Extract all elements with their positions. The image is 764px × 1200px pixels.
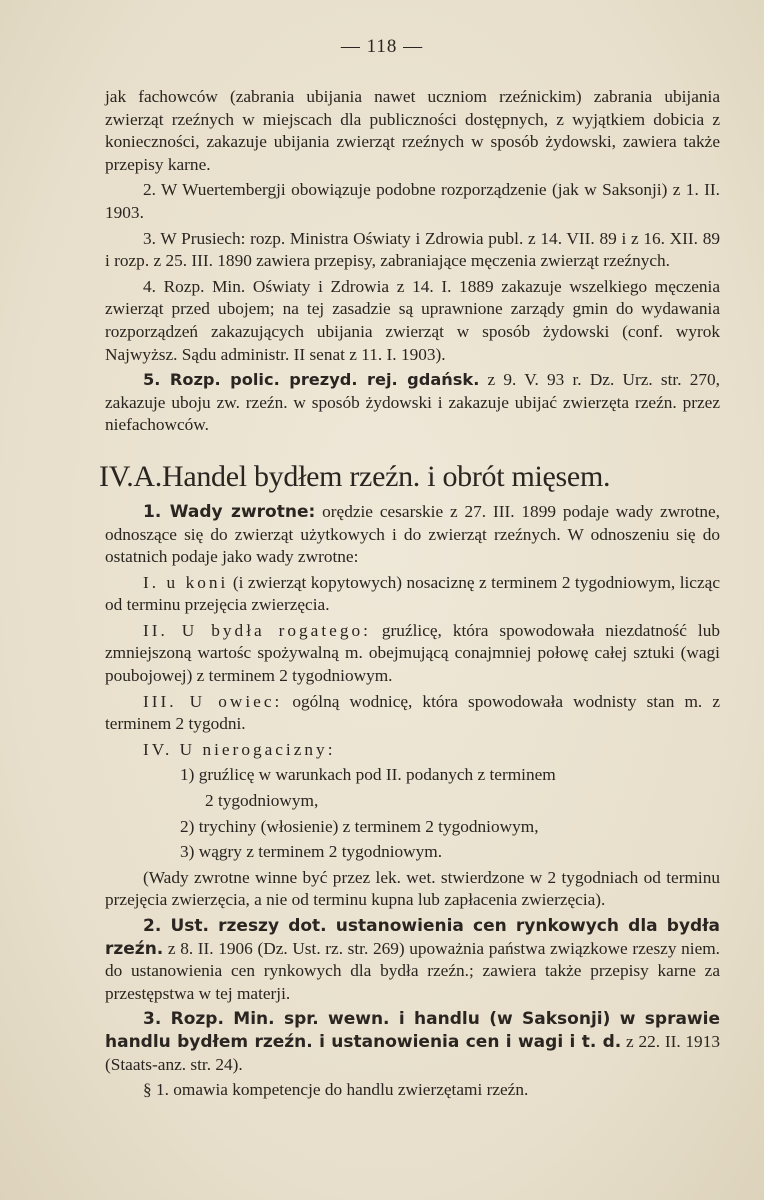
s1-III-label: III. U owiec: — [143, 691, 283, 711]
paragraph-item-3: 3. W Prusiech: rozp. Ministra Oświaty i Zdrowia publ. z 14. VII. 89 i z 16. XII. 89 i rozp. z 25. III. 1890 zawiera przepisy, zabraniające męczenia zwierząt rzeźnych. — [105, 228, 720, 271]
s3-text: z 22. II. 1913 (Staats-anz. str. 24). — [105, 1031, 720, 1074]
intro-paragraph: jak fachowców (zabrania ubijania nawet uczniom rzeźnickim) zabrania ubijania zwierząt rzeźnych w miejscach dla publiczności dostępnych, z wyjątkiem dobicia z konieczności, zakazuje ubijania zwierząt rzeźnych w sposób żydowski, zawiera także przepisy karne. — [105, 87, 720, 174]
paragraph-item-2: 2. W Wuertembergji obowiązuje podobne rozporządzenie (jak w Saksonji) z 1. II. 1903. — [105, 180, 720, 222]
s1-II-label: II. U bydła rogatego: — [143, 620, 371, 640]
paragraph-s1-note: (Wady zwrotne winne być przez lek. wet. stwierdzone w 2 tygodniach od terminu przejęcia zwierzęcia, a nie od terminu kupna lub zapłacenia zwierzęcia). — [105, 867, 720, 910]
paragraph-s1 — [105, 501, 720, 569]
s1-I-label: I. u koni — [143, 572, 229, 592]
list-item: 3) wągry z terminem 2 tygodniowym. — [180, 842, 443, 862]
s2-text: z 8. II. 1906 (Dz. Ust. rz. str. 269) upoważnia państwa związkowe rzeszy niem. do ustanowienia cen rynkowych dla bydła rzeźn.; zawiera także przepisy karne za przestępstwa w tej materji. — [105, 938, 720, 1003]
s1-II-text: gruźlicę, która spowodowała niezdatność lub zmniejszoną wartośc spożywalną m. obejmującą conajmniej połowę całej sztuki (wagi poubojowej) z terminem 2 tygodniowym. — [105, 620, 720, 686]
paragraph-s1-III — [105, 691, 720, 736]
list-item: 2) trychiny (włosienie) z terminem 2 tygodniowym, — [180, 816, 539, 836]
paragraph-s1-IV — [105, 739, 720, 762]
paragraph-s1-I — [105, 572, 720, 617]
s1-text: orędzie cesarskie z 27. III. 1899 podaje wady zwrotne, odnoszące się do zwierząt użytkowych i do zwierząt rzeźnych. W odnoszeniu się do ostatnich podaje jako wady zwrotne: — [105, 501, 721, 567]
item-5-text: z 9. V. 93 r. Dz. Urz. str. 270, zakazuje uboju zw. rzeźn. w sposób żydowski i zakazuje ubijać zwierzęta rzeźn. przez niefachowców. — [105, 370, 720, 435]
page-number: — 118 — — [340, 36, 424, 57]
paragraph-s2 — [105, 915, 720, 1005]
item-5-heading: 5. Rozp. polic. prezyd. rej. gdańsk. — [143, 370, 480, 390]
s1-IV-label: IV. U nierogacizny: — [143, 739, 336, 759]
section-title: IV.A.Handel bydłem rzeźn. i obrót mięsem. — [99, 459, 611, 493]
s1-heading: 1. Wady zwrotne: — [143, 501, 316, 522]
list-item: 1) gruźlicę w warunkach pod II. podanych z terminem — [180, 765, 556, 785]
s2-heading: 2. Ust. rzeszy dot. ustanowienia cen rynkowych dla bydła rzeźn. — [105, 916, 720, 959]
s1-III-text: ogólną wodnicę, która spowodowała wodnisty stan m. z terminem 2 tygodni. — [105, 691, 720, 734]
s3-heading: 3. Rozp. Min. spr. wewn. i handlu (w Saksonji) w sprawie handlu bydłem rzeźn. i ustanowienia cen i wagi i t. d. — [105, 1009, 720, 1052]
paragraph-item-4: 4. Rozp. Min. Oświaty i Zdrowia z 14. I. 1889 zakazuje wszelkiego męczenia zwierząt przed ubojem; na tej zasadzie są uprawnione zarządy gmin do wydawania rozporządzeń zakazujących ubijania zwierząt w sposób żydowski (conf. wyrok Najwyższ. Sądu administr. II senat z 11. I. 1903). — [105, 276, 720, 364]
paragraph-item-5 — [105, 369, 720, 437]
paragraph-s1-II — [105, 620, 720, 688]
paragraph-s3-par1: § 1. omawia kompetencje do handlu zwierzętami rzeźn. — [143, 1080, 529, 1100]
body-text — [99, 86, 721, 1105]
paragraph-s3 — [105, 1008, 720, 1076]
list-item-continuation: 2 tygodniowym, — [205, 791, 319, 811]
s1-I-text: (i zwierząt kopytowych) nosaciznę z terminem 2 tygodniowym, licząc od terminu przejęcia zwierzęcia. — [105, 572, 720, 615]
